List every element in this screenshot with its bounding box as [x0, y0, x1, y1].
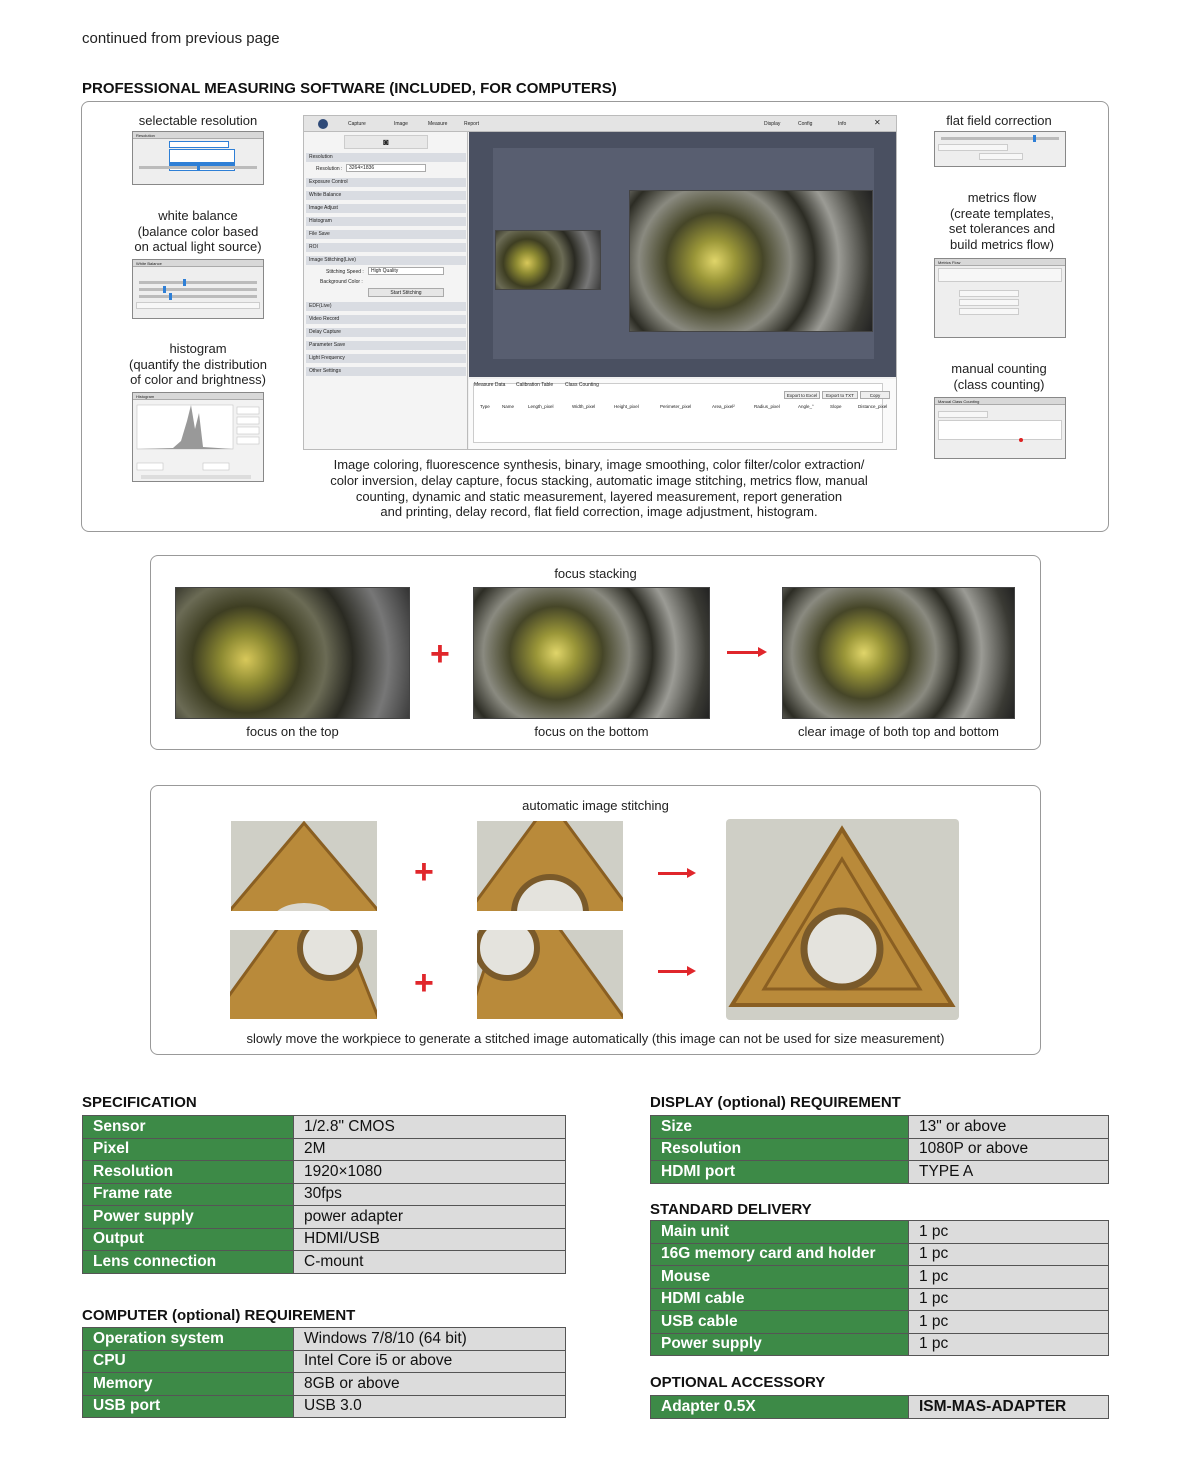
software-toolbar: [304, 116, 897, 132]
stitch-tile-3: [230, 930, 377, 1019]
table-row: HDMI cable 1 pc: [651, 1288, 1109, 1311]
software-heading: PROFESSIONAL MEASURING SOFTWARE (INCLUDED, FOR COMPUTERS): [82, 80, 617, 97]
toolbar-info[interactable]: Info: [838, 121, 847, 127]
focus-bottom-image: [473, 587, 710, 719]
table-row: Main unit 1 pc: [651, 1221, 1109, 1244]
section-delay-capture[interactable]: Delay Capture: [306, 328, 466, 337]
stitch-tile-1: [231, 821, 377, 911]
white-balance-panel: White Balance: [132, 259, 264, 319]
stitch-tile-2: [477, 821, 623, 911]
resolution-panel: Resolution: [132, 131, 264, 185]
computer-heading: COMPUTER (optional) REQUIREMENT: [82, 1307, 356, 1324]
caption-flat-field: flat field correction: [946, 113, 1052, 128]
table-row: Resolution 1920×1080: [83, 1161, 566, 1184]
section-roi[interactable]: ROI: [306, 243, 466, 252]
software-description: Image coloring, fluorescence synthesis, binary, image smoothing, color filter/color extraction/ color inversion, delay capture, focus stacking, automatic image stitching, metrics flow, manual counting, dynamic and static measurement, layered measurement, report generation and printing, delay record, flat field correction, image adjustment, histogram.: [330, 457, 868, 520]
plus-icon: +: [430, 635, 450, 673]
plus-icon: +: [414, 853, 434, 891]
table-row: 16G memory card and holder 1 pc: [651, 1243, 1109, 1266]
spec-heading: SPECIFICATION: [82, 1094, 197, 1111]
camera-capture-icon[interactable]: ◙: [344, 135, 428, 149]
arrow-right-icon: [658, 872, 688, 875]
plus-icon: +: [414, 964, 434, 1002]
stitch-speed-label: Stitching Speed :: [326, 269, 364, 275]
resolution-select[interactable]: 3264×1836: [346, 164, 426, 172]
delivery-table: [650, 1220, 1109, 1356]
counting-panel: Manual Class Counting: [934, 397, 1066, 459]
col-perimeter: Perimeter_pixel: [660, 404, 692, 409]
section-white-balance[interactable]: White Balance: [306, 191, 466, 200]
arrow-right-icon: [727, 651, 759, 654]
table-row: Power supply power adapter: [83, 1206, 566, 1229]
caption-manual-counting: manual counting (class counting): [951, 361, 1047, 392]
caption-selectable-resolution: selectable resolution: [138, 113, 258, 128]
metrics-flow-panel: Metrics Flow: [934, 258, 1066, 338]
section-histogram[interactable]: Histogram: [306, 217, 466, 226]
toolbar-display[interactable]: Display: [764, 121, 781, 127]
table-row: Lens connection C-mount: [83, 1251, 566, 1274]
stitch-speed-select[interactable]: High Quality: [368, 267, 444, 275]
section-file-save[interactable]: File Save: [306, 230, 466, 239]
table-row: Operation system Windows 7/8/10 (64 bit): [83, 1328, 566, 1351]
focus-result-image: [782, 587, 1015, 719]
stitch-caption: slowly move the workpiece to generate a stitched image automatically (this image can not be used for size measurement): [246, 1031, 945, 1046]
col-distance: Distance_pixel: [858, 404, 888, 409]
col-type: Type: [480, 404, 490, 409]
spec-table: [82, 1115, 566, 1274]
section-image-stitching[interactable]: Image Stitching(Live): [306, 256, 466, 265]
section-parameter-save[interactable]: Parameter Save: [306, 341, 466, 350]
label-focus-top: focus on the top: [246, 724, 339, 739]
col-length: Length_pixel: [528, 404, 554, 409]
table-row: Resolution 1080P or above: [651, 1138, 1109, 1161]
focus-title: focus stacking: [554, 566, 637, 581]
computer-table: [82, 1327, 566, 1418]
col-width: Width_pixel: [572, 404, 596, 409]
label-focus-bottom: focus on the bottom: [534, 724, 649, 739]
start-stitching-button[interactable]: Start Stitching: [368, 288, 444, 297]
section-resolution[interactable]: Resolution: [306, 153, 466, 162]
continued-note: continued from previous page: [82, 30, 280, 47]
table-row: CPU Intel Core i5 or above: [83, 1350, 566, 1373]
histogram-chart-icon: [133, 401, 263, 482]
stitched-result-image: [726, 819, 959, 1020]
col-height: Height_pixel: [614, 404, 639, 409]
section-edf[interactable]: EDF(Live): [306, 302, 466, 311]
col-name: Name: [502, 404, 515, 409]
table-row: HDMI port TYPE A: [651, 1161, 1109, 1184]
resolution-label: Resolution :: [316, 166, 343, 172]
live-image-large: [629, 190, 873, 332]
focus-top-image: [175, 587, 410, 719]
table-row: Power supply 1 pc: [651, 1333, 1109, 1356]
table-row: Mouse 1 pc: [651, 1266, 1109, 1289]
col-angle: Angle_°: [798, 404, 814, 409]
table-row: Pixel 2M: [83, 1138, 566, 1161]
delivery-heading: STANDARD DELIVERY: [650, 1201, 812, 1218]
caption-histogram: histogram (quantify the distribution of color and brightness): [128, 341, 268, 387]
tab-report[interactable]: Report: [464, 121, 480, 127]
export-txt-button[interactable]: Export to TXT: [822, 391, 858, 399]
tab-image[interactable]: Image: [394, 121, 408, 127]
section-image-adjust[interactable]: Image Adjust: [306, 204, 466, 213]
col-slope: Slope: [830, 404, 842, 409]
stitch-title: automatic image stitching: [522, 798, 669, 813]
col-area: Area_pixel²: [712, 404, 735, 409]
image-view: [469, 132, 897, 377]
tab-class-counting[interactable]: Class Counting: [565, 382, 599, 388]
table-row: USB cable 1 pc: [651, 1311, 1109, 1334]
table-row: Size 13" or above: [651, 1116, 1109, 1139]
measure-data-panel: [469, 379, 897, 450]
export-excel-button[interactable]: Export to Excel: [784, 391, 820, 399]
histogram-panel: Histogram: [132, 392, 264, 482]
tab-calibration-table[interactable]: Calibration Table: [516, 382, 554, 388]
section-other-settings[interactable]: Other Settings: [306, 367, 466, 376]
tab-measure-data[interactable]: Measure Data: [474, 382, 506, 388]
section-video-record[interactable]: Video Record: [306, 315, 466, 324]
table-row: Output HDMI/USB: [83, 1228, 566, 1251]
caption-white-balance: white balance (balance color based on actual light source): [134, 208, 262, 254]
live-image-small: [495, 230, 601, 290]
flat-field-panel: [934, 131, 1066, 167]
table-row: Sensor 1/2.8" CMOS: [83, 1116, 566, 1139]
tab-capture[interactable]: Capture: [348, 121, 366, 127]
label-focus-result: clear image of both top and bottom: [798, 724, 999, 739]
accessory-table: [650, 1395, 1109, 1419]
display-heading: DISPLAY (optional) REQUIREMENT: [650, 1094, 901, 1111]
bg-color-label: Background Color :: [320, 279, 363, 285]
tab-measure[interactable]: Measure: [428, 121, 448, 127]
display-table: [650, 1115, 1109, 1184]
table-row: USB port USB 3.0: [83, 1395, 566, 1418]
class-color-dot-icon: [1019, 438, 1023, 442]
table-row: Adapter 0.5X ISM-MAS-ADAPTER: [651, 1396, 1109, 1419]
app-logo-icon: [318, 119, 328, 129]
table-row: Frame rate 30fps: [83, 1183, 566, 1206]
arrow-right-icon: [658, 970, 688, 973]
section-exposure[interactable]: Exposure Control: [306, 178, 466, 187]
stitch-tile-4: [477, 930, 623, 1019]
table-row: Memory 8GB or above: [83, 1373, 566, 1396]
caption-metrics-flow: metrics flow (create templates, set tolerances and build metrics flow): [948, 190, 1056, 252]
col-radius: Radius_pixel: [754, 404, 780, 409]
accessory-heading: OPTIONAL ACCESSORY: [650, 1374, 826, 1391]
copy-button[interactable]: Copy: [860, 391, 890, 399]
section-light-frequency[interactable]: Light Frequency: [306, 354, 466, 363]
toolbar-config[interactable]: Config: [798, 121, 813, 127]
close-icon[interactable]: ✕: [874, 118, 881, 127]
